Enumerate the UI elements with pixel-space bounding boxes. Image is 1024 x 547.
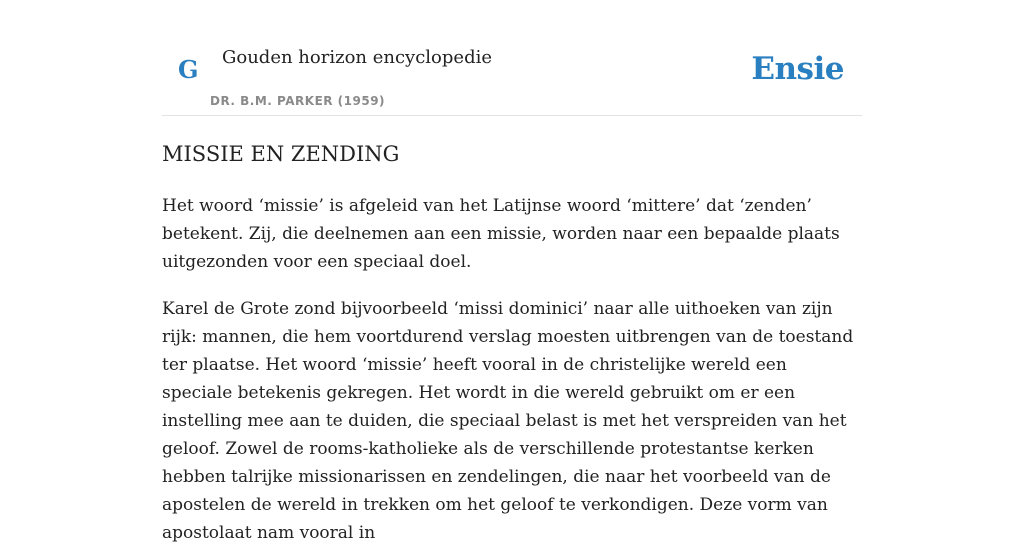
article-title: MISSIE EN ZENDING	[162, 142, 400, 166]
article-paragraph-2: Karel de Grote zond bijvoorbeeld ‘missi dominici’ naar alle uithoeken van zijn rijk: mannen, die hem voortdurend verslag moesten uitbrengen van de toestand ter plaatse. Het woord ‘missie’ heeft vooral in de christelijke wereld een speciale betekenis gekregen. Het wordt in die wereld gebruikt om er een instelling mee aan te duiden, die speciaal belast is met het verspreiden van het geloof. Zowel de rooms-katholieke als de verschillende protestantse kerken hebben talrijke missionarissen en zendelingen, die naar het voorbeeld van de apostelen de wereld in trekken om het geloof te verkondigen. Deze vorm van apostolaat nam vooral in	[162, 299, 854, 543]
brand-logo[interactable]: Ensie	[751, 51, 844, 87]
book-logo[interactable]: G	[178, 55, 199, 84]
book-title-link[interactable]: Gouden horizon encyclopedie	[222, 47, 492, 68]
article-paragraph-1: Het woord ‘missie’ is afgeleid van het Latijnse woord ‘mittere’ dat ‘zenden’ betekent. Zij, die deelnemen aan een missie, worden naar een bepaalde plaats uitgezonden voor een speciaal doel.	[162, 196, 840, 272]
author-label: DR. B.M. PARKER (1959)	[210, 94, 386, 108]
article	[162, 138, 862, 547]
page-header	[162, 0, 862, 116]
